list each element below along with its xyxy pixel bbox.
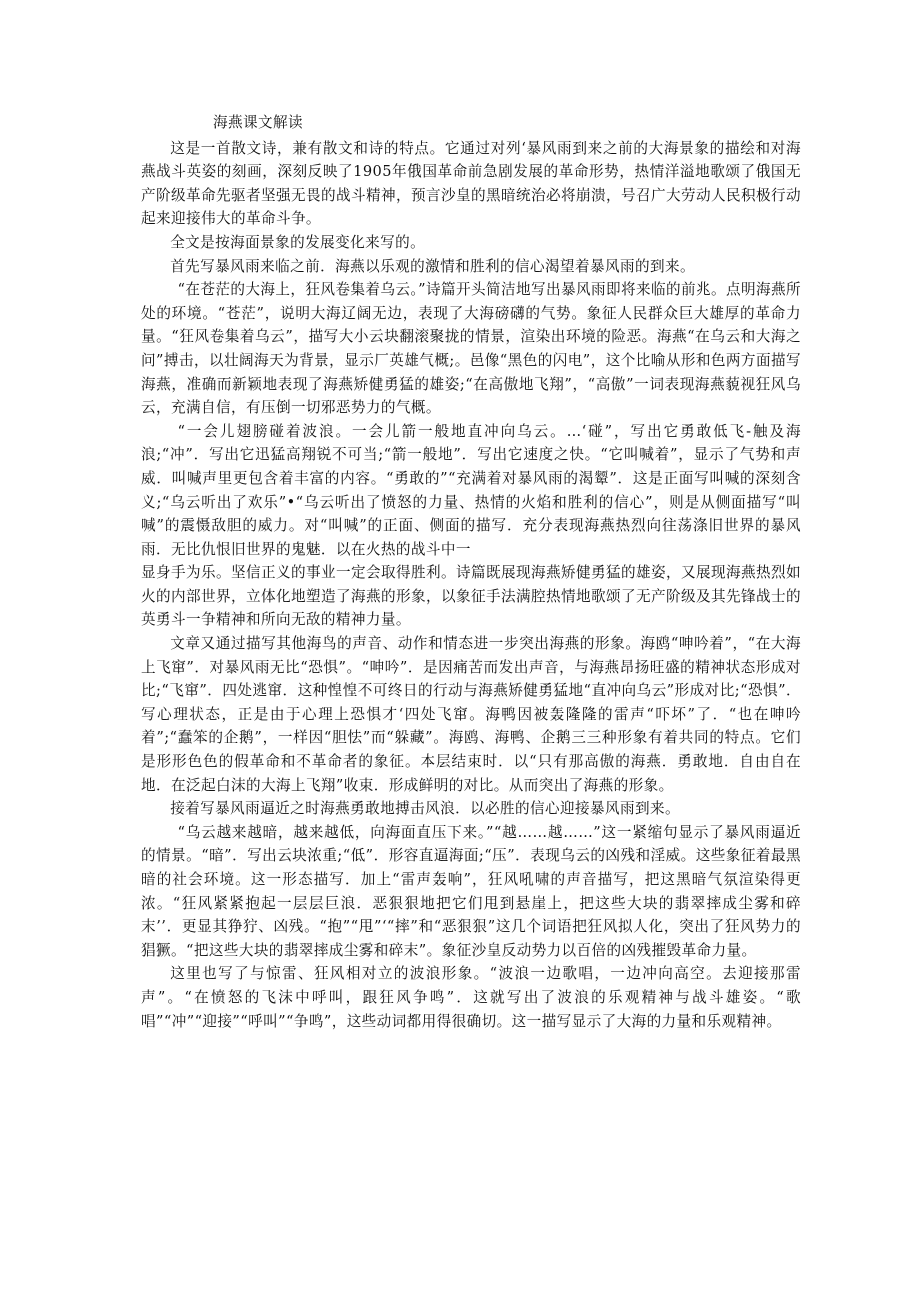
paragraph-section-two: 接着写暴风雨逼近之时海燕勇敢地搏击风浪．以必胜的信心迎接暴风雨到来。 [170,800,680,818]
document-page [141,111,801,1033]
paragraph-opening-analysis: “在苍茫的大海上，狂风卷集着乌云。”诗篇开头简洁地写出暴风雨即将来临的前兆。点明海燕所处的环境。“苍茫”，说明大海辽阔无边，表现了大海磅礴的气势。象征人民群众巨大雄厚的革命力量。“狂风卷集着乌云”，描写大小云块翻滚聚拢的情景，渲染出环境的险恶。海燕“在乌云和大海之问”搏击，以壮阔海天为背景，显示厂英雄气概;。邑像“黑色的闪电”，这个比喻从形和色两方面描写海燕，准确而新颖地表现了海燕矫健勇猛的雄姿;“在高傲地飞翔”，“高傲”一词表现海燕藐视狂风乌云，充满自信，有压倒一切邪恶势力的气概。 [141,281,801,417]
paragraph-shout-analysis: “一会儿翅膀碰着波浪。一会儿箭一般地直冲向乌云。…‘碰”，写出它勇敢低飞-触及海浪;“冲”．写出它迅猛高翔锐不可当;“箭一般地”．写出它速度之快。“它叫喊着”，显示了气势和声威．叫喊声里更包含着丰富的内容。“勇敢的”“充满着对暴风雨的渴颦”．这是正面写叫喊的深刻含义;“乌云听出了欢乐”•“乌云听出了愤怒的力量、热情的火焰和胜利的信心”，则是从侧面描写“叫喊”的震慑敌胆的威力。对“叫喊”的正面、侧面的描写．充分表现海燕热烈向往荡涤旧世界的暴风雨．无比仇恨旧世界的鬼魅．以在火热的战斗中一 [141,422,801,558]
paragraph-wave-analysis: 这里也写了与惊雷、狂风相对立的波浪形象。“波浪一边歌唱，一边冲向高空。去迎接那雷声”。“在愤怒的飞沫中呼叫，跟狂风争鸣”．这就写出了波浪的乐观精神与战斗雄姿。“歌唱”“冲”“迎接”“呼叫”“争鸣”，这些动词都用得很确切。这一描写显示了大海的力量和乐观精神。 [141,965,801,1030]
paragraph-shout-continued: 显身手为乐。坚信正义的事业一定会取得胜利。诗篇既展现海燕矫健勇猛的雄姿，又展现海燕热烈如火的内部世界，立体化地塑造了海燕的形象，以象征手法满腔热情地歌颂了无产阶级及其先锋战士的英勇斗一争精神和所向无敌的精神力量。 [141,564,801,629]
paragraph-intro: 这是一首散文诗，兼有散文和诗的特点。它通过对列‘暴风雨到来之前的大海景象的描绘和对海燕战斗英姿的刻画，深刻反映了1905年俄国革命前急剧发展的革命形势，热情洋溢地歌颂了俄国无产阶级革命先驱者坚强无畏的战斗精神，预言沙皇的黑暗统治必将崩溃，号召广大劳动人民积极行动起来迎接伟大的革命斗争。 [141,139,801,228]
paragraph-structure: 全文是按海面景象的发展变化来写的。 [170,233,426,251]
paragraph-other-birds: 文章又通过描写其他海鸟的声音、动作和情态进一步突出海燕的形象。海鸥“呻吟着”，“在大海上飞窜”．对暴风雨无比“恐惧”。“呻吟”．是因痛苦而发出声音，与海燕昂扬旺盛的精神状态形成对比;“飞窜”．四处逃窜．这种惶惶不可终日的行动与海燕矫健勇猛地“直冲向乌云”形成对比;“恐惧”．写心理状态，正是由于心理上恐惧才‘四处飞窜。海鸭因被轰隆隆的雷声“吓坏”了．“也在呻吟着”;“蠢笨的企鹅”，一样因“胆怯”而“躲藏”。海鸥、海鸭、企鹅三三种形象有着共同的特点。它们是形形色色的假革命和不革命者的象征。本层结束时．以“只有那高傲的海燕．勇敢地．自由自在地．在泛起白沫的大海上飞翔”收束．形成鲜明的对比。从而突出了海燕的形象。 [141,635,801,794]
paragraph-section-one: 首先写暴风雨来临之前．海燕以乐观的激情和胜利的信心渴望着暴风雨的到来。 [170,257,695,275]
document-title: 海燕课文解读 [213,114,303,131]
paragraph-cloud-analysis: “乌云越来越暗，越来越低，向海面直压下来。”“越……越……”这一紧缩句显示了暴风雨逼近的情景。“暗”．写出云块浓重;“低”．形容直逼海面;“压”．表现乌云的凶残和淫威。这些象征着最黑暗的社会环境。这一形态描写．加上“雷声轰响”，狂风吼啸的声音描写，把这黑暗气氛渲染得更浓。“狂风紧紧抱起一层层巨浪．恶狠狠地把它们甩到悬崖上，把这些大块的翡翠摔成尘雾和碎末’’．更显其狰狞、凶残。“抱”“甩”‘“摔”和“恶狠狠”这几个词语把狂风拟人化，突出了狂风势力的猖獗。“把这些大块的翡翠摔成尘雾和碎末”。象征沙皇反动势力以百倍的凶残摧毁革命力量。 [141,823,801,959]
